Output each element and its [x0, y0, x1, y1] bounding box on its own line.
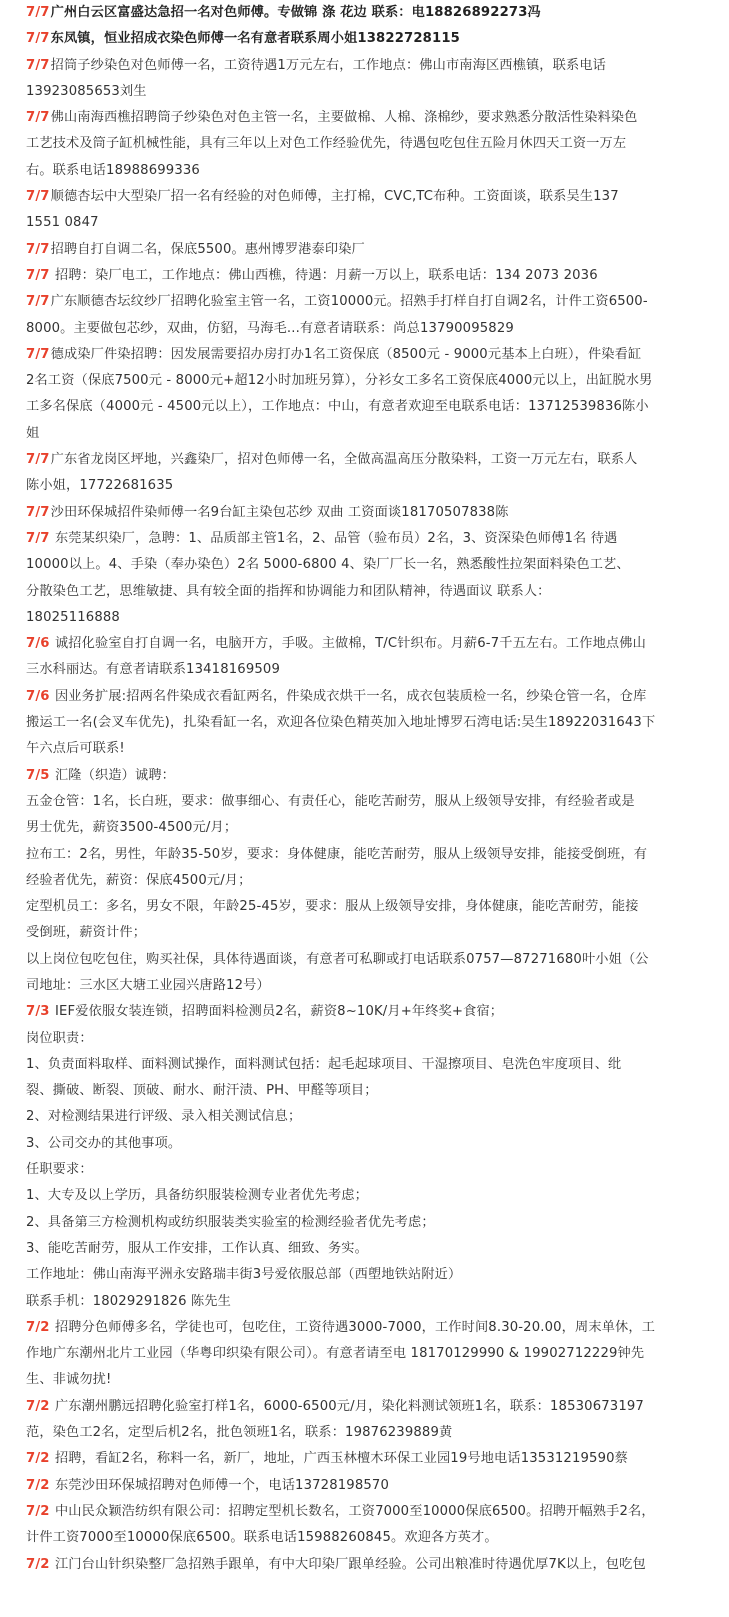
post-text: 广东顺德杏坛纹纱厂招聘化验室主管一名，工资10000元。招熟手打样自打自调2名，计件工资6500-	[50, 294, 648, 310]
job-post	[26, 342, 703, 447]
job-post-first-line	[26, 500, 703, 526]
post-text: 2、对检测结果进行评级、录入相关测试信息；	[26, 1109, 302, 1125]
post-date: 7/7	[26, 31, 50, 47]
post-date: 7/7	[26, 241, 50, 257]
post-date: 7/2	[26, 1556, 50, 1572]
post-text: 联系手机：18029291826 陈先生	[26, 1293, 231, 1309]
post-text: 搬运工一名(会叉车优先)，扎染看缸一名，欢迎各位染色精英加入地址博罗石湾电话:吴生18922031643下	[26, 715, 656, 731]
post-text: 五金仓管：1名，长白班，要求：做事细心、有责任心，能吃苦耐劳，服从上级领导安排，有经验者或是	[26, 793, 635, 809]
post-date: 7/2	[26, 1451, 50, 1467]
job-post-line	[26, 894, 703, 920]
post-text: 广东潮州鹏远招聘化验室打样1名，6000-6500元/月，染化料测试领班1名，联系：18530673197	[50, 1398, 644, 1414]
job-post-first-line	[26, 289, 703, 315]
job-post-line	[26, 736, 703, 762]
post-text: 1、大专及以上学历，具备纺织服装检测专业者优先考虑；	[26, 1188, 368, 1204]
job-post	[26, 1394, 703, 1447]
job-post-first-line	[26, 631, 703, 657]
post-text: 午六点后可联系!	[26, 741, 125, 757]
job-post-line	[26, 1525, 703, 1551]
job-post	[26, 447, 703, 500]
post-text: 任职要求：	[26, 1162, 93, 1178]
post-text: 经验者优先，薪资：保底4500元/月；	[26, 872, 252, 888]
job-post-line	[26, 1078, 703, 1104]
job-post-first-line	[26, 763, 703, 789]
post-date: 7/7	[26, 57, 50, 73]
job-post	[26, 184, 703, 237]
post-text: 司地址：三水区大塘工业园兴唐路12号）	[26, 977, 270, 993]
job-post-line	[26, 815, 703, 841]
post-text: 招聘分色师傅多名，学徒也可，包吃住，工资待遇3000-7000，工作时间8.30-20.00，周末单休，工	[50, 1319, 656, 1335]
post-date: 7/7	[26, 452, 50, 468]
job-post-line	[26, 789, 703, 815]
post-text: 工艺技术及筒子缸机械性能，具有三年以上对色工作经验优先，待遇包吃包住五险月休四天工资一万左	[26, 136, 627, 152]
job-post-first-line	[26, 0, 703, 26]
post-text: 拉布工：2名，男性，年龄35-50岁，要求：身体健康，能吃苦耐劳，服从上级领导安排，能接受倒班，有	[26, 846, 648, 862]
job-post	[26, 684, 703, 763]
job-post-first-line	[26, 263, 703, 289]
job-post-first-line	[26, 105, 703, 131]
job-post-line	[26, 868, 703, 894]
post-text: 沙田环保城招件染师傅一名9台缸主染包芯纱 双曲 工资面谈18170507838陈	[50, 504, 509, 520]
post-date: 7/2	[26, 1503, 50, 1519]
post-text: 右。联系电话18988699336	[26, 162, 200, 178]
job-post-line	[26, 368, 703, 394]
post-date: 7/5	[26, 767, 50, 783]
post-date: 7/7	[26, 346, 50, 362]
job-post-first-line	[26, 1394, 703, 1420]
job-post-line	[26, 947, 703, 973]
job-post	[26, 999, 703, 1315]
job-post-first-line	[26, 53, 703, 79]
job-post-line	[26, 1157, 703, 1183]
job-post	[26, 526, 703, 631]
job-post-line	[26, 1262, 703, 1288]
job-post-line	[26, 1236, 703, 1262]
job-post-first-line	[26, 1499, 703, 1525]
job-post-line	[26, 710, 703, 736]
job-post-line	[26, 605, 703, 631]
post-text: 佛山南海西樵招聘筒子纱染色对色主管一名，主要做棉、人棉、涤棉纱，要求熟悉分散活性染料染色	[50, 110, 638, 126]
job-post-line	[26, 1104, 703, 1130]
post-date: 7/2	[26, 1398, 50, 1414]
post-text: 因业务扩展:招两名件染成衣看缸两名，件染成衣烘干一名，成衣包装质检一名，纱染仓管一名，仓库	[50, 688, 647, 704]
job-post-first-line	[26, 1315, 703, 1341]
job-post-line	[26, 158, 703, 184]
post-text: 受倒班，薪资计件；	[26, 925, 147, 941]
job-post-line	[26, 210, 703, 236]
post-text: 18025116888	[26, 609, 120, 625]
job-post-first-line	[26, 684, 703, 710]
post-date: 7/3	[26, 1004, 50, 1020]
job-post	[26, 105, 703, 184]
job-post	[26, 53, 703, 106]
post-text: 生、非诚勿扰!	[26, 1372, 112, 1388]
post-text: 顺德杏坛中大型染厂招一名有经验的对色师傅，主打棉，CVC,TC布种。工资面谈，联系吴生137	[50, 189, 619, 205]
post-text: 工多名保底（4000元 - 4500元以上），工作地点：中山，有意者欢迎至电联系电话：13712539836陈小	[26, 399, 649, 415]
post-date: 7/7	[26, 5, 50, 20]
job-post-line	[26, 552, 703, 578]
job-post-line	[26, 842, 703, 868]
post-text: 东莞沙田环保城招聘对色师傅一个，电话13728198570	[50, 1477, 389, 1493]
post-text: 以上岗位包吃包住，购买社保，具体待遇面谈，有意者可私聊或打电话联系0757—87271680叶小姐（公	[26, 951, 649, 967]
post-text: 3、能吃苦耐劳，服从工作安排，工作认真、细致、务实。	[26, 1240, 368, 1256]
job-post-line	[26, 473, 703, 499]
post-text: 工作地址：佛山南海平洲永安路瑞丰街3号爱依服总部（西塱地铁站附近）	[26, 1267, 462, 1283]
post-date: 7/7	[26, 530, 50, 546]
post-text: 岗位职责：	[26, 1030, 93, 1046]
post-text: 男士优先，薪资3500-4500元/月；	[26, 820, 238, 836]
job-post-line	[26, 920, 703, 946]
post-text: 江门台山针织染整厂急招熟手跟单，有中大印染厂跟单经验。公司出粮准时待遇优厚7K以上，包吃包	[50, 1556, 646, 1572]
job-post-first-line	[26, 1552, 703, 1578]
post-text: 广东省龙岗区坪地，兴鑫染厂，招对色师傅一名，全做高温高压分散染料，工资一万元左右，联系人	[50, 452, 638, 468]
post-text: 招筒子纱染色对色师傅一名，工资待遇1万元左右，工作地点：佛山市南海区西樵镇，联系电话	[50, 57, 606, 73]
post-text: 招聘，看缸2名，称料一名，新厂，地址，广西玉林檀木环保工业园19号地电话13531219590蔡	[50, 1451, 629, 1467]
post-date: 7/7	[26, 267, 50, 283]
post-text: IEF爱依服女装连锁，招聘面料检测员2名，薪资8~10K/月+年终奖+食宿；	[50, 1004, 504, 1020]
post-text: 分散染色工艺，思维敏捷、具有较全面的指挥和协调能力和团队精神，待遇面议 联系人：	[26, 583, 551, 599]
job-post	[26, 0, 703, 26]
job-post	[26, 1552, 703, 1578]
job-post	[26, 289, 703, 342]
job-post-line	[26, 79, 703, 105]
job-post	[26, 237, 703, 263]
job-post-line	[26, 394, 703, 420]
job-post-line	[26, 1341, 703, 1367]
post-text: 广州白云区富盛达急招一名对色师傅。专做锦 涤 花边 联系：电18826892273冯	[50, 5, 541, 20]
job-post-first-line	[26, 237, 703, 263]
post-date: 7/6	[26, 636, 50, 652]
job-post	[26, 1315, 703, 1394]
post-text: 汇隆（织造）诚聘：	[50, 767, 176, 783]
job-post-line	[26, 131, 703, 157]
job-post-line	[26, 1367, 703, 1393]
post-text: 诚招化验室自打自调一名，电脑开方，手吸。主做棉，T/C针织布。月薪6-7千五左右。工作地点佛山	[50, 636, 646, 652]
post-text: 3、公司交办的其他事项。	[26, 1135, 182, 1151]
job-post-first-line	[26, 1446, 703, 1472]
job-post-first-line	[26, 184, 703, 210]
job-post-line	[26, 1210, 703, 1236]
post-date: 7/7	[26, 110, 50, 126]
post-text: 德成染厂件染招聘：因发展需要招办房打办1名工资保底（8500元 - 9000元基本上白班），件染看缸	[50, 346, 642, 362]
job-post-line	[26, 316, 703, 342]
job-post	[26, 26, 703, 52]
post-text: 范，染色工2名，定型后机2名，批色领班1名，联系：19876239889黄	[26, 1425, 453, 1441]
job-post-line	[26, 579, 703, 605]
job-post-line	[26, 1183, 703, 1209]
job-post	[26, 1473, 703, 1499]
job-post-line	[26, 1420, 703, 1446]
job-post-first-line	[26, 1473, 703, 1499]
job-post-line	[26, 657, 703, 683]
post-text: 定型机员工：多名，男女不限，年龄25-45岁，要求：服从上级领导安排，身体健康，能吃苦耐劳，能接	[26, 899, 639, 915]
post-text: 招聘自打自调二名，保底5500。惠州博罗港泰印染厂	[50, 241, 365, 257]
post-text: 姐	[26, 425, 40, 441]
job-post-line	[26, 421, 703, 447]
post-date: 7/6	[26, 688, 50, 704]
job-post	[26, 263, 703, 289]
job-post-line	[26, 1289, 703, 1315]
post-date: 7/2	[26, 1319, 50, 1335]
post-text: 2名工资（保底7500元 - 8000元+超12小时加班另算），分衫女工多名工资保底4000元以上，出缸脱水男	[26, 373, 653, 389]
job-post-line	[26, 1131, 703, 1157]
job-post-first-line	[26, 342, 703, 368]
post-date: 7/7	[26, 189, 50, 205]
post-text: 10000以上。4、手染（奉办染色）2名 5000-6800 4、染厂厂长一名，熟悉酸性拉架面料染色工艺、	[26, 557, 630, 573]
job-post-first-line	[26, 999, 703, 1025]
post-text: 东莞某织染厂，急聘：1、品质部主管1名，2、品管（验布员）2名，3、资深染色师傅1名 待遇	[50, 530, 618, 546]
post-text: 招聘：染厂电工，工作地点：佛山西樵，待遇：月薪一万以上，联系电话：134 2073 2036	[50, 267, 598, 283]
post-text: 13923085653刘生	[26, 83, 147, 99]
job-post-line	[26, 973, 703, 999]
post-text: 2、具备第三方检测机构或纺织服装类实验室的检测经验者优先考虑；	[26, 1214, 435, 1230]
job-post	[26, 1446, 703, 1472]
post-text: 计件工资7000至10000保底6500。联系电话15988260845。欢迎各方英才。	[26, 1530, 498, 1546]
job-post-line	[26, 1052, 703, 1078]
post-date: 7/2	[26, 1477, 50, 1493]
job-post-first-line	[26, 526, 703, 552]
post-text: 中山民众颖浩纺织有限公司：招聘定型机长数名，工资7000至10000保底6500。招聘开幅熟手2名，	[50, 1503, 655, 1519]
post-date: 7/7	[26, 504, 50, 520]
post-text: 裂、撕破、断裂、顶破、耐水、耐汗渍、PH、甲醛等项目；	[26, 1083, 378, 1099]
job-post-first-line	[26, 26, 703, 52]
post-date: 7/7	[26, 294, 50, 310]
job-post	[26, 763, 703, 1000]
post-text: 陈小姐，17722681635	[26, 478, 174, 494]
post-text: 1、负责面料取样、面料测试操作，面料测试包括：起毛起球项目、干湿擦项目、皂洗色牢度项目、纰	[26, 1056, 622, 1072]
post-text: 东凤镇，恒业招成衣染色师傅一名有意者联系周小姐13822728115	[50, 31, 460, 47]
job-post-first-line	[26, 447, 703, 473]
post-text: 作地广东潮州北片工业园（华粤印织染有限公司）。有意者请至电 18170129990 & 19902712229钟先	[26, 1346, 645, 1362]
job-post	[26, 500, 703, 526]
post-text: 三水科丽达。有意者请联系13418169509	[26, 662, 280, 678]
post-text: 8000。主要做包芯纱，双曲，仿貂，马海毛...有意者请联系：尚总13790095829	[26, 320, 514, 336]
job-post-line	[26, 1026, 703, 1052]
post-text: 1551 0847	[26, 215, 99, 231]
job-post	[26, 1499, 703, 1552]
job-post	[26, 631, 703, 684]
